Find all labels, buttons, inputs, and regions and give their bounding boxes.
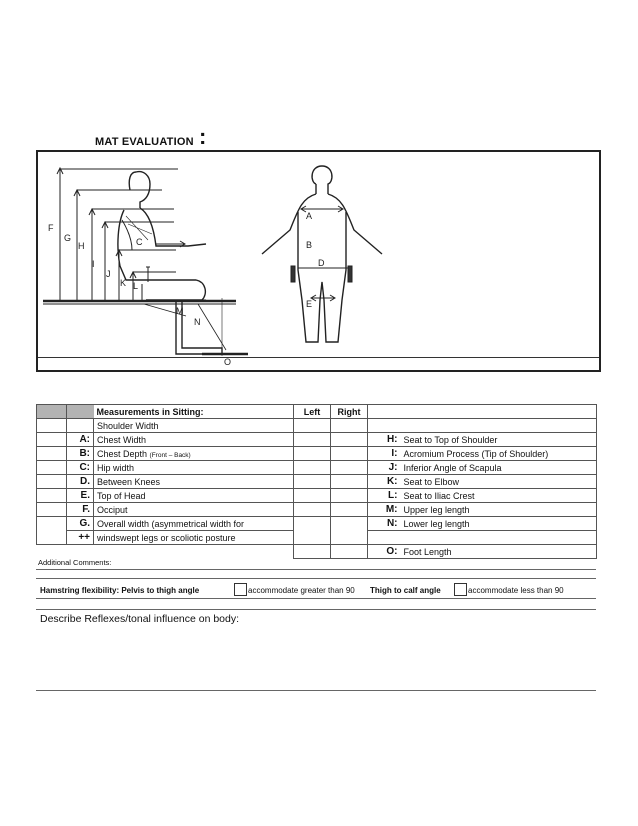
row-description: Top of Head [94,489,294,503]
pelvis-thigh-checkbox[interactable] [234,583,247,596]
checkbox-cell[interactable] [37,461,67,475]
label-G: G [64,233,72,243]
row-description: Shoulder Width [94,419,294,433]
left-value-cell[interactable] [294,419,331,433]
row-letter: D. [67,475,94,489]
header-right-blank [401,405,597,419]
row-letter: O: [368,545,401,559]
row-letter: K: [368,475,401,489]
label-L: L [133,281,139,291]
reflex-bottom-line [36,690,596,691]
row-letter: I: [368,447,401,461]
checkbox-cell[interactable] [37,517,67,545]
row-description [401,531,597,545]
row-letter: ++ [67,531,94,545]
checkbox-cell[interactable] [37,489,67,503]
table-row [37,475,597,489]
right-value-cell[interactable] [331,517,368,545]
label-E: E [306,299,313,309]
row-description: Acromium Process (Tip of Shoulder) [401,447,597,461]
right-value-cell[interactable] [331,461,368,475]
label-M: M [176,306,184,316]
row-letter: M: [368,503,401,517]
right-value-cell[interactable] [331,545,368,559]
checkbox-cell[interactable] [37,433,67,447]
label-O: O [224,357,232,367]
blank-cell [94,545,294,559]
header-shade-cell [67,405,94,419]
row-description: windswept legs or scoliotic posture [94,531,294,545]
blank-cell [67,545,94,559]
reflexes-label: Describe Reflexes/tonal influence on body: [40,613,240,625]
hamstring-line [36,598,596,599]
header-right: Right [331,405,368,419]
form-title: MAT EVALUATION [95,136,194,148]
row-description: Occiput [94,503,294,517]
checkbox-cell[interactable] [37,447,67,461]
header-left: Left [294,405,331,419]
row-letter: J: [368,461,401,475]
row-description: Upper leg length [401,503,597,517]
comments-line [36,569,596,570]
left-value-cell[interactable] [294,503,331,517]
header-measurements: Measurements in Sitting: [94,405,294,419]
label-D: D [318,258,325,268]
label-I: I [92,259,95,269]
title-colon: : [199,124,207,149]
label-F: F [48,223,54,233]
right-value-cell[interactable] [331,433,368,447]
left-value-cell[interactable] [294,517,331,545]
row-description-note: (Front – Back) [149,451,191,459]
right-value-cell[interactable] [331,419,368,433]
right-value-cell[interactable] [331,489,368,503]
left-value-cell[interactable] [294,475,331,489]
row-description: Foot Length [401,545,597,559]
thigh-calf-label-text: Thigh to calf angle [370,586,441,595]
row-description: Inferior Angle of Scapula [401,461,597,475]
table-row [37,447,597,461]
row-letter: C: [67,461,94,475]
header-right-blank [368,405,401,419]
left-value-cell[interactable] [294,461,331,475]
table-header-row [37,405,597,419]
row-letter [368,419,401,433]
thigh-calf-label [370,586,441,595]
accommodate-less-label: accommodate less than 90 [468,586,564,595]
table-row [37,489,597,503]
row-description [94,447,294,461]
table-row [37,419,597,433]
measurement-diagram [36,150,601,372]
row-description: Chest Width [94,433,294,447]
thigh-calf-checkbox[interactable] [454,583,467,596]
table-row [37,503,597,517]
row-description: Seat to Elbow [401,475,597,489]
measurement-table [36,404,597,559]
left-value-cell[interactable] [294,433,331,447]
comments-line [36,578,596,579]
row-letter: B: [67,447,94,461]
row-letter: N: [368,517,401,531]
row-description: Overall width (asymmetrical width for [94,517,294,531]
row-description: Seat to Iliac Crest [401,489,597,503]
table-row [37,545,597,559]
row-letter: G. [67,517,94,531]
right-value-cell[interactable] [331,447,368,461]
blank-cell [37,545,67,559]
label-C: C [136,237,143,247]
checkbox-cell[interactable] [37,503,67,517]
table-row [37,517,597,531]
label-H: H [78,241,85,251]
additional-comments-label: Additional Comments: [38,558,112,567]
row-letter: F. [67,503,94,517]
row-description [401,419,597,433]
row-description: Lower leg length [401,517,597,531]
row-letter: H: [368,433,401,447]
hamstring-label [40,586,199,595]
label-N: N [194,317,201,327]
left-value-cell[interactable] [294,489,331,503]
right-value-cell[interactable] [331,475,368,489]
row-letter: L: [368,489,401,503]
table-row [37,433,597,447]
row-letter [368,531,401,545]
table-row [37,461,597,475]
label-K: K [120,278,127,288]
label-B: B [306,240,313,250]
row-description-text: Chest Depth [97,448,148,459]
right-value-cell[interactable] [331,503,368,517]
label-A: A [306,211,313,221]
row-letter: E. [67,489,94,503]
accommodate-greater-label: accommodate greater than 90 [248,586,355,595]
left-value-cell[interactable] [294,545,331,559]
left-value-cell[interactable] [294,447,331,461]
header-shade-cell [37,405,67,419]
row-description: Between Knees [94,475,294,489]
row-description: Seat to Top of Shoulder [401,433,597,447]
row-letter [67,419,94,433]
row-description: Hip width [94,461,294,475]
row-letter: A: [67,433,94,447]
label-J: J [106,269,111,279]
checkbox-cell[interactable] [37,475,67,489]
checkbox-cell[interactable] [37,419,67,433]
hamstring-label-text: Hamstring flexibility: Pelvis to thigh angle [40,586,200,595]
reflex-top-line [36,609,596,610]
